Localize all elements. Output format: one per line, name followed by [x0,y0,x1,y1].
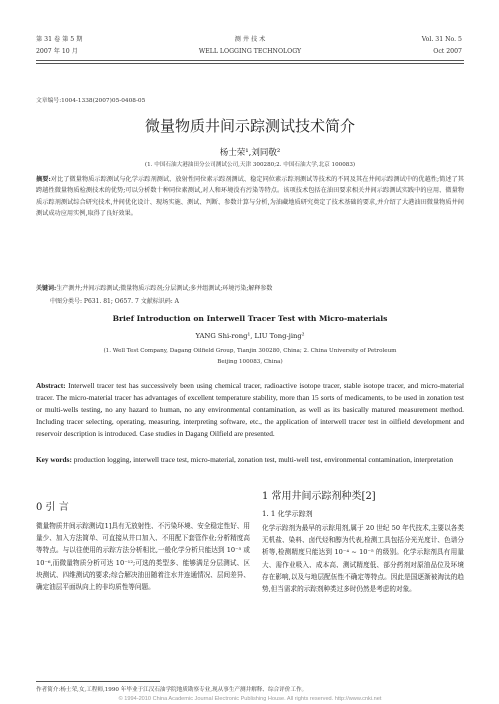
article-number: 文章编号:1004-1338(2007)05-0408-05 [36,98,146,104]
journal-title-cn: 测 井 技 术 [234,36,266,43]
abstract-en-label: Abstract: [36,381,66,390]
volume-issue-en: Vol. 31 No. 5 [421,36,462,43]
header-rule-bottom [36,63,464,64]
header-volume-en [370,34,462,58]
section-0-body: 微量物质井间示踪测试[1]具有无放射性、不污染环境、安全稳定性好、用量少、加入方法简单、可直接从井口加入、不用配下套管作业;分析精度高等特点。与以往使用的示踪方法分析相比,一般化学分析只能达到 10⁻⁵ 或 10⁻⁶,而微量物质分析可达 10⁻¹²;可选的类型多、能够满足分层测试、区块测试、四维测试的要求;综合解决油田随着注水井连通情况、层间差异、确定油层平面纵向上的非均质性等问题。 [36,522,250,592]
section-0-heading: 0 引 言 [36,502,69,513]
title-en: Brief Introduction on Interwell Tracer Test with Micro-materials [112,314,388,323]
copyright-notice: © 1994-2010 China Academic Journal Electronic Publishing House. All rights reserved. http://www.cnki.net [118,696,382,702]
footnote-rule [36,681,160,682]
footnote: 作者简介:杨士荣,女,工程师,1990 年毕业于江汉石油学院地质勘察专业,现从事生产测井解释、综合评价工作。 [36,687,308,693]
affiliation-cn: (1. 中国石油大港油田分公司测试公司,天津 300280;2. 中国石油大学,北京 100083) [144,162,356,168]
affiliation-en [36,346,464,368]
header-volume-cn [36,34,82,58]
authors-cn: 杨士荣¹,刘同敬² [219,148,281,158]
section-1-1-heading: 1. 1 化学示踪剂 [262,510,313,518]
abstract-en [36,380,464,440]
abstract-cn-label: 摘要: [36,176,51,183]
abstract-en-text: Interwell tracer test has successively been using chemical tracer, radioactive isotope tracer, stable isotope tracer, and micro-material tracer. The micro-material tracer has advantages of excellent temperature stability, more than 15 sorts of medicaments, to be used in zonation test or multi-wells testing, no any hazard to human, no any environmental contamination, as well as its basically matured measurement method. Including tracer selecting, operating, measuring, interpreting software, etc., the application of interwell tracer test in oilfield development and reservoir description is introduced. Case studies in Dagang Oilfield are presented. [36,381,465,438]
section-1-body: 化学示踪剂为最早的示踪用剂,属于 20 世纪 50 年代技术,主要以各类无机盐、染料、卤代烃和醇为代表,检测工具包括分光光度计、色谱分析等,检测精度只能达到 10⁻⁴ ~ 10⁻⁵ 的级别。化学示踪剂具有用量大、需作业吸入、成本高、测试精度低、部分药剂对原油品位及环境存在影响,以及与地层配伍性不确定等特点。因此是国逐渐被淘汰的趋势,但当需求的示踪剂种类过多时仍然是考虑的对象。 [262,524,464,594]
date-en: Oct 2007 [433,48,462,55]
keywords-en-text: production logging, interwell trace test, micro-material, zonation test, multi-well test, environmental contamination, interpretation [73,455,454,464]
abstract-cn-text: 对比了微量物质示踪测试与化学示踪剂测试、放射性同位素示踪剂测试、稳定同位素示踪剂测试等技术的不同及其在井间示踪测试中的优越性;简述了其跨越性微量物质检测技术的优势;可以分析数十种同位素测试,对人和环境没有污染等特点。该项技术包括在油田要求相关井间示踪测试实践中的应用、微量物质示踪剂测试综合研究技术,井间优化设计、现场实施、测试、判断、参数计算与分析,为油藏地质研究奠定了技术基础的要求,并介绍了大港油田微量物质井间测试成功应用实例,取得了良好效果。 [36,176,464,217]
journal-title-en: WELL LOGGING TECHNOLOGY [198,48,302,55]
keywords-en [36,454,464,466]
keywords-cn-text: 生产测井;井间示踪测试;微量物质示踪剂;分层测试;多井组测试;环境污染;解释参数 [56,285,273,292]
keywords-cn [36,283,464,292]
classification-cn: 中图分类号: P631. 81; O657. 7 文献标识码: A [50,298,179,305]
abstract-cn [36,174,464,219]
volume-issue-cn: 第 31 卷 第 5 期 [36,36,83,43]
keywords-en-label: Key words: [36,455,72,464]
keywords-cn-label: 关键词: [36,285,57,292]
affiliation-en-line-2: Beijing 100083, China) [217,359,283,365]
affiliation-en-line-1: (1. Well Test Company, Dagang Oilfield Group, Tianjin 300280, China; 2. China University of Petroleum [103,348,397,354]
header-rule-top [36,60,464,61]
title-cn: 微量物质井间示踪测试技术简介 [144,117,355,135]
section-1-heading: 1 常用井间示踪剂种类[2] [262,491,376,502]
date-cn: 2007 年 10 月 [36,48,78,55]
header-journal [150,34,350,58]
authors-en: YANG Shi-rong¹, LIU Tong-jing² [195,332,305,340]
